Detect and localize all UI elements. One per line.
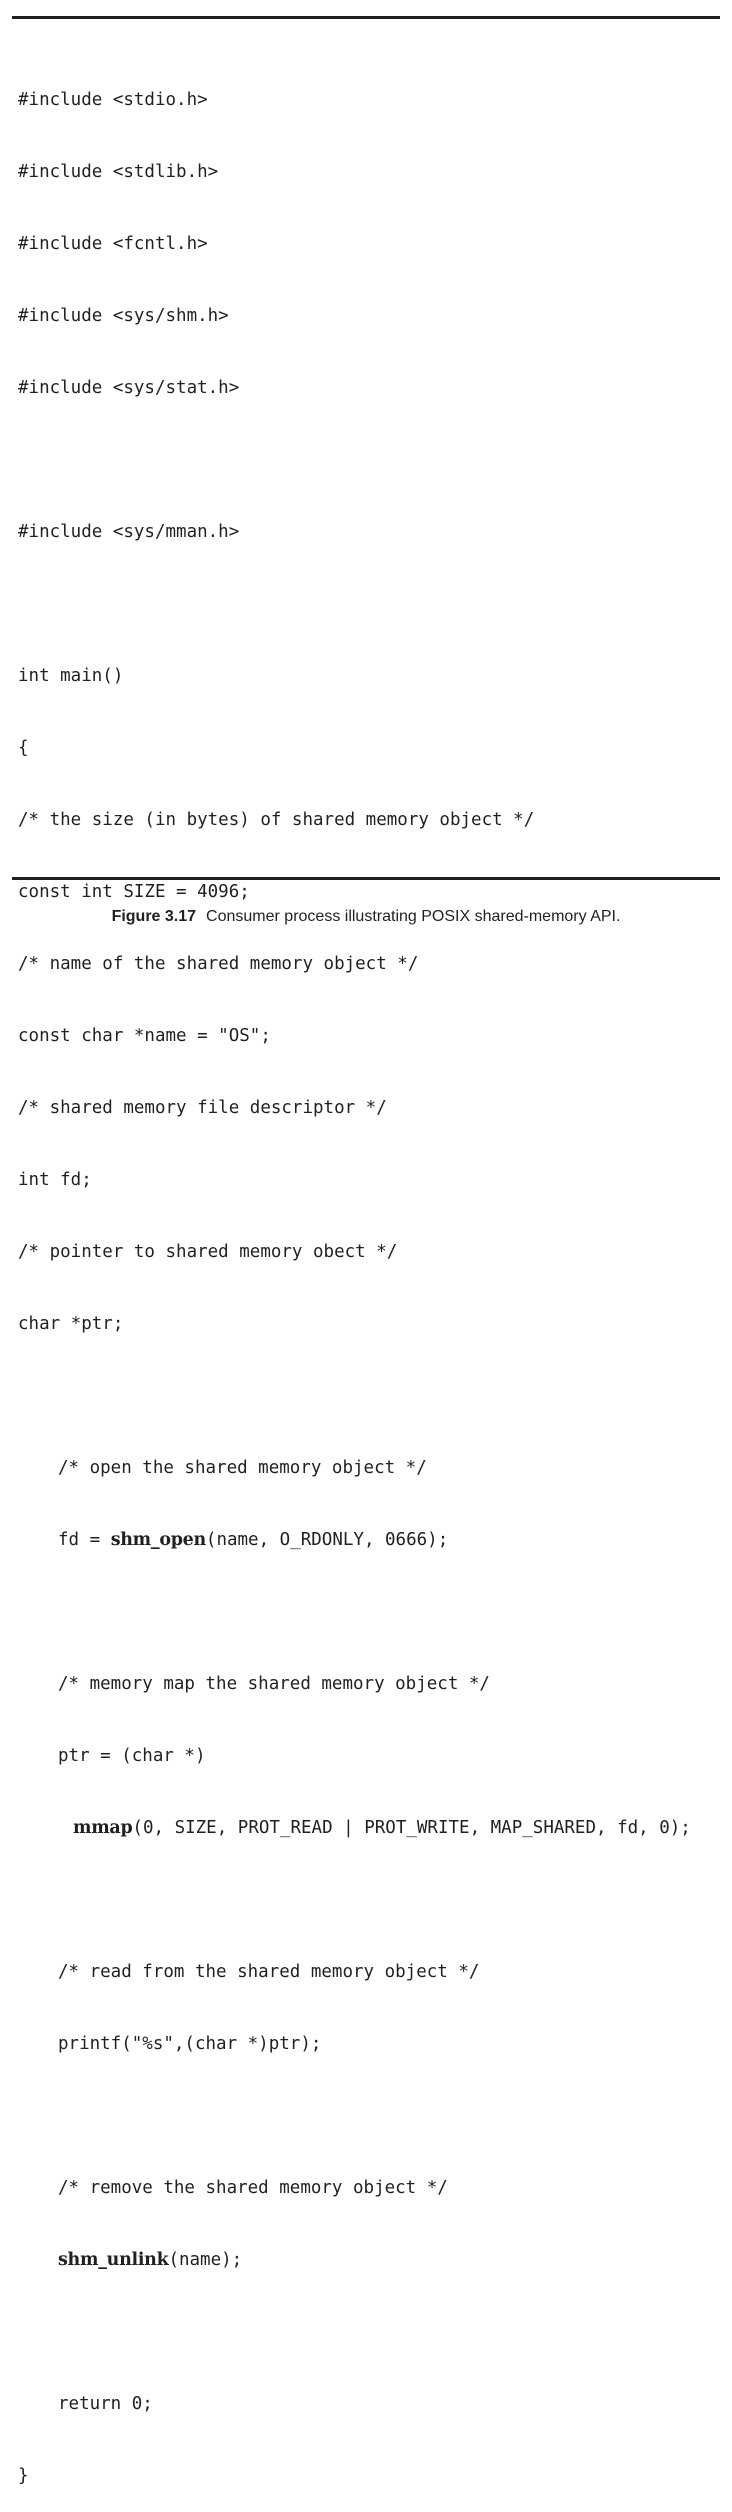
mmap-statement [18, 1816, 732, 1840]
shm-open-function: shm_open [110, 1530, 206, 1550]
blank-line [18, 1888, 732, 1912]
blank-line [18, 1384, 732, 1408]
include-fcntl: #include <fcntl.h> [18, 234, 208, 254]
blank-line [18, 2104, 732, 2128]
fd-decl: int fd; [18, 1170, 92, 1190]
include-sys-mman: #include <sys/mman.h> [18, 522, 240, 542]
include-sys-shm: #include <sys/shm.h> [18, 306, 229, 326]
mmap-function: mmap [73, 1818, 133, 1838]
shm-unlink-function: shm_unlink [58, 2250, 169, 2270]
ptr-comment: /* pointer to shared memory obect */ [18, 1242, 398, 1262]
mmap-cast: ptr = (char *) [58, 1746, 206, 1766]
open-brace: { [18, 738, 29, 758]
bottom-rule [12, 877, 720, 880]
open-args: (name, O_RDONLY, 0666); [205, 1530, 449, 1550]
mmap-args: (0, SIZE, PROT_READ | PROT_WRITE, MAP_SHARED, fd, 0); [132, 1818, 691, 1838]
mmap-comment: /* memory map the shared memory object */ [58, 1674, 490, 1694]
size-decl: const int SIZE = 4096; [18, 882, 250, 902]
caption-text: Consumer process illustrating POSIX shared-memory API. [206, 908, 621, 925]
blank-line [18, 2320, 732, 2344]
blank-line [18, 592, 732, 616]
name-comment: /* name of the shared memory object */ [18, 954, 419, 974]
close-brace: } [18, 2466, 29, 2486]
main-declaration: int main() [18, 666, 124, 686]
include-stdio: #include <stdio.h> [18, 90, 208, 110]
open-statement [18, 1528, 732, 1552]
return-statement: return 0; [58, 2394, 153, 2414]
name-decl: const char *name = "OS"; [18, 1026, 271, 1046]
unlink-args: (name); [168, 2250, 243, 2270]
figure-label: Figure 3.17 [111, 908, 197, 925]
open-comment: /* open the shared memory object */ [58, 1458, 427, 1478]
open-prefix: fd = [58, 1530, 111, 1550]
blank-line [18, 448, 732, 472]
blank-line [18, 1600, 732, 1624]
top-rule [12, 16, 720, 19]
include-stdlib: #include <stdlib.h> [18, 162, 219, 182]
code-listing [18, 40, 732, 2512]
size-comment: /* the size (in bytes) of shared memory object */ [18, 810, 535, 830]
include-sys-stat: #include <sys/stat.h> [18, 378, 240, 398]
read-comment: /* read from the shared memory object */ [58, 1962, 480, 1982]
unlink-statement [18, 2248, 732, 2272]
ptr-decl: char *ptr; [18, 1314, 124, 1334]
fd-comment: /* shared memory file descriptor */ [18, 1098, 387, 1118]
read-statement: printf("%s",(char *)ptr); [58, 2034, 322, 2054]
figure-caption [0, 908, 732, 926]
remove-comment: /* remove the shared memory object */ [58, 2178, 448, 2198]
